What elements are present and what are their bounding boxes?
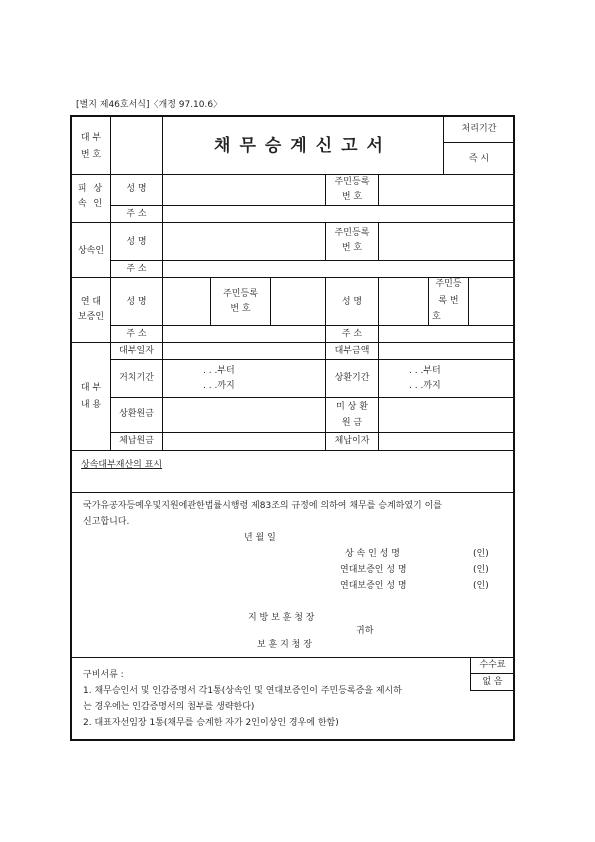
delinquent-interest-label: 체납이자	[334, 436, 370, 446]
unpaid-principal-field[interactable]	[379, 398, 513, 432]
signature-guarantor1-label: 연대보증인 성 명	[340, 565, 407, 575]
repay-period-label: 상환기간	[334, 373, 370, 383]
repaid-principal-label: 상환원금	[119, 409, 154, 419]
attachment-item-2: 2. 대표자선임장 1통(채무를 승계한 자가 2인이상인 경우에 한함)	[83, 718, 339, 728]
declaration-text-line2: 신고합니다.	[83, 517, 130, 527]
loan-number-label-line2: 번 호	[80, 150, 102, 160]
declaration-text-line1: 국가유공자등예우및지원에관한법률시행령 제83조의 규정에 의하여 채무를 승계하였기 이를	[83, 501, 442, 511]
divider	[70, 657, 515, 658]
guarantor2-name-field[interactable]	[379, 278, 428, 325]
unpaid-principal-label-line1: 미 상 환	[336, 402, 368, 412]
signature-heir-label: 상 속 인 성 명	[345, 549, 400, 559]
signature-heir-seal: (인)	[473, 549, 489, 559]
heir-address-label: 주 소	[126, 264, 147, 274]
heir-name-label: 성 명	[126, 237, 147, 247]
loan-number-field[interactable]	[163, 117, 443, 174]
divider	[110, 115, 111, 175]
divider	[470, 673, 514, 674]
guarantor1-name-field[interactable]	[163, 278, 210, 325]
heir-id-field[interactable]	[379, 223, 513, 260]
divider	[470, 690, 514, 691]
signature-guarantor2-label: 연대보증인 성 명	[340, 581, 407, 591]
divider	[443, 142, 514, 143]
grace-period-from: . . .부터	[203, 366, 235, 376]
grace-period-to: . . .까지	[203, 381, 235, 391]
frame-right-border	[513, 115, 515, 741]
divider	[70, 492, 515, 493]
heir-label: 상속인	[77, 246, 105, 256]
decedent-id-label-line1: 주민등록	[334, 177, 370, 187]
guarantor1-id-field[interactable]	[271, 278, 325, 325]
divider	[110, 359, 515, 360]
signature-guarantor2-seal: (인)	[473, 581, 489, 591]
declaration-date: 년 월 일	[244, 533, 276, 543]
addressee-branch-office: 보 훈 지 청 장	[257, 640, 312, 650]
delinquent-principal-field[interactable]	[163, 433, 325, 450]
guarantor1-id-label-line2: 번 호	[230, 304, 251, 314]
inherited-property-field[interactable]	[72, 474, 513, 492]
repaid-principal-field[interactable]	[163, 398, 325, 432]
divider	[210, 277, 211, 325]
delinquent-interest-field[interactable]	[379, 433, 513, 450]
decedent-name-field[interactable]	[163, 176, 325, 205]
loan-number-label-line1: 대 부	[80, 133, 102, 143]
fee-label: 수수료	[479, 660, 506, 670]
decedent-address-label: 주 소	[126, 209, 147, 219]
divider	[325, 342, 326, 450]
guarantor1-id-label-line1: 주민등록	[223, 289, 258, 299]
delinquent-principal-label: 체납원금	[119, 436, 154, 446]
guarantor2-id-label-line2: 록 번	[438, 296, 459, 306]
attachment-item-1-line2: 는 경우에는 인감증명서의 첨부를 생략한다)	[83, 702, 255, 712]
guarantor-label-line1: 연 대	[80, 297, 102, 307]
attachment-item-1-line1: 1. 채무승인서 및 인감증명서 각1통(상속인 및 연대보증인이 주민등록증을 제시하	[83, 686, 402, 696]
divider	[70, 174, 515, 175]
guarantor2-id-label-line3: 호	[432, 312, 441, 322]
fee-value: 없 음	[482, 677, 503, 687]
guarantor2-id-field[interactable]	[469, 278, 513, 325]
grace-period-label: 거치기간	[119, 373, 154, 383]
repay-period-to: . . .까지	[409, 381, 441, 391]
form-number-note: [별지 제46호서식]〈개정 97.10.6〉	[76, 100, 223, 110]
attachments-title: 구비서류 :	[83, 670, 124, 680]
guarantor2-address-label: 주 소	[341, 329, 363, 339]
decedent-label-line2: 속 인	[77, 199, 105, 209]
addressee-honorific: 귀하	[356, 626, 374, 636]
guarantor1-address-label: 주 소	[126, 329, 147, 339]
frame-bottom-border	[70, 739, 515, 741]
signature-guarantor1-seal: (인)	[473, 565, 489, 575]
loan-date-label: 대부일자	[119, 346, 154, 356]
divider	[110, 342, 111, 450]
decedent-name-label: 성 명	[126, 184, 147, 194]
guarantor1-address-field[interactable]	[163, 326, 325, 342]
guarantor2-id-label-line1: 주민등	[435, 279, 462, 289]
decedent-address-field[interactable]	[163, 206, 513, 222]
heir-id-label-line1: 주민등록	[334, 228, 370, 238]
inherited-property-label: 상속대부재산의 표시	[81, 460, 163, 470]
addressee-regional-office: 지 방 보 훈 청 장	[248, 613, 315, 623]
repay-period-from: . . .부터	[409, 366, 441, 376]
loan-amount-label: 대부금액	[334, 346, 370, 356]
processing-period-value: 즉 시	[468, 154, 490, 164]
heir-name-field[interactable]	[163, 223, 325, 260]
page-title: 채무승계신고서	[214, 136, 392, 156]
loan-amount-field[interactable]	[379, 343, 513, 359]
guarantor1-name-label: 성 명	[126, 297, 147, 307]
processing-period-label: 처리기간	[461, 124, 497, 134]
guarantor-label-line2: 보증인	[77, 312, 105, 322]
loan-label-line2: 내 용	[80, 400, 102, 410]
guarantor2-address-field[interactable]	[379, 326, 513, 342]
heir-id-label-line2: 번 호	[341, 243, 363, 253]
decedent-id-field[interactable]	[379, 176, 513, 205]
divider	[70, 450, 515, 451]
decedent-id-label-line2: 번 호	[341, 192, 363, 202]
unpaid-principal-label-line2: 원 금	[341, 418, 363, 428]
heir-address-field[interactable]	[163, 261, 513, 277]
loan-label-line1: 대 부	[80, 383, 102, 393]
loan-date-field[interactable]	[163, 343, 325, 359]
guarantor2-name-label: 성 명	[341, 297, 363, 307]
decedent-label-line1: 피 상	[77, 184, 105, 194]
